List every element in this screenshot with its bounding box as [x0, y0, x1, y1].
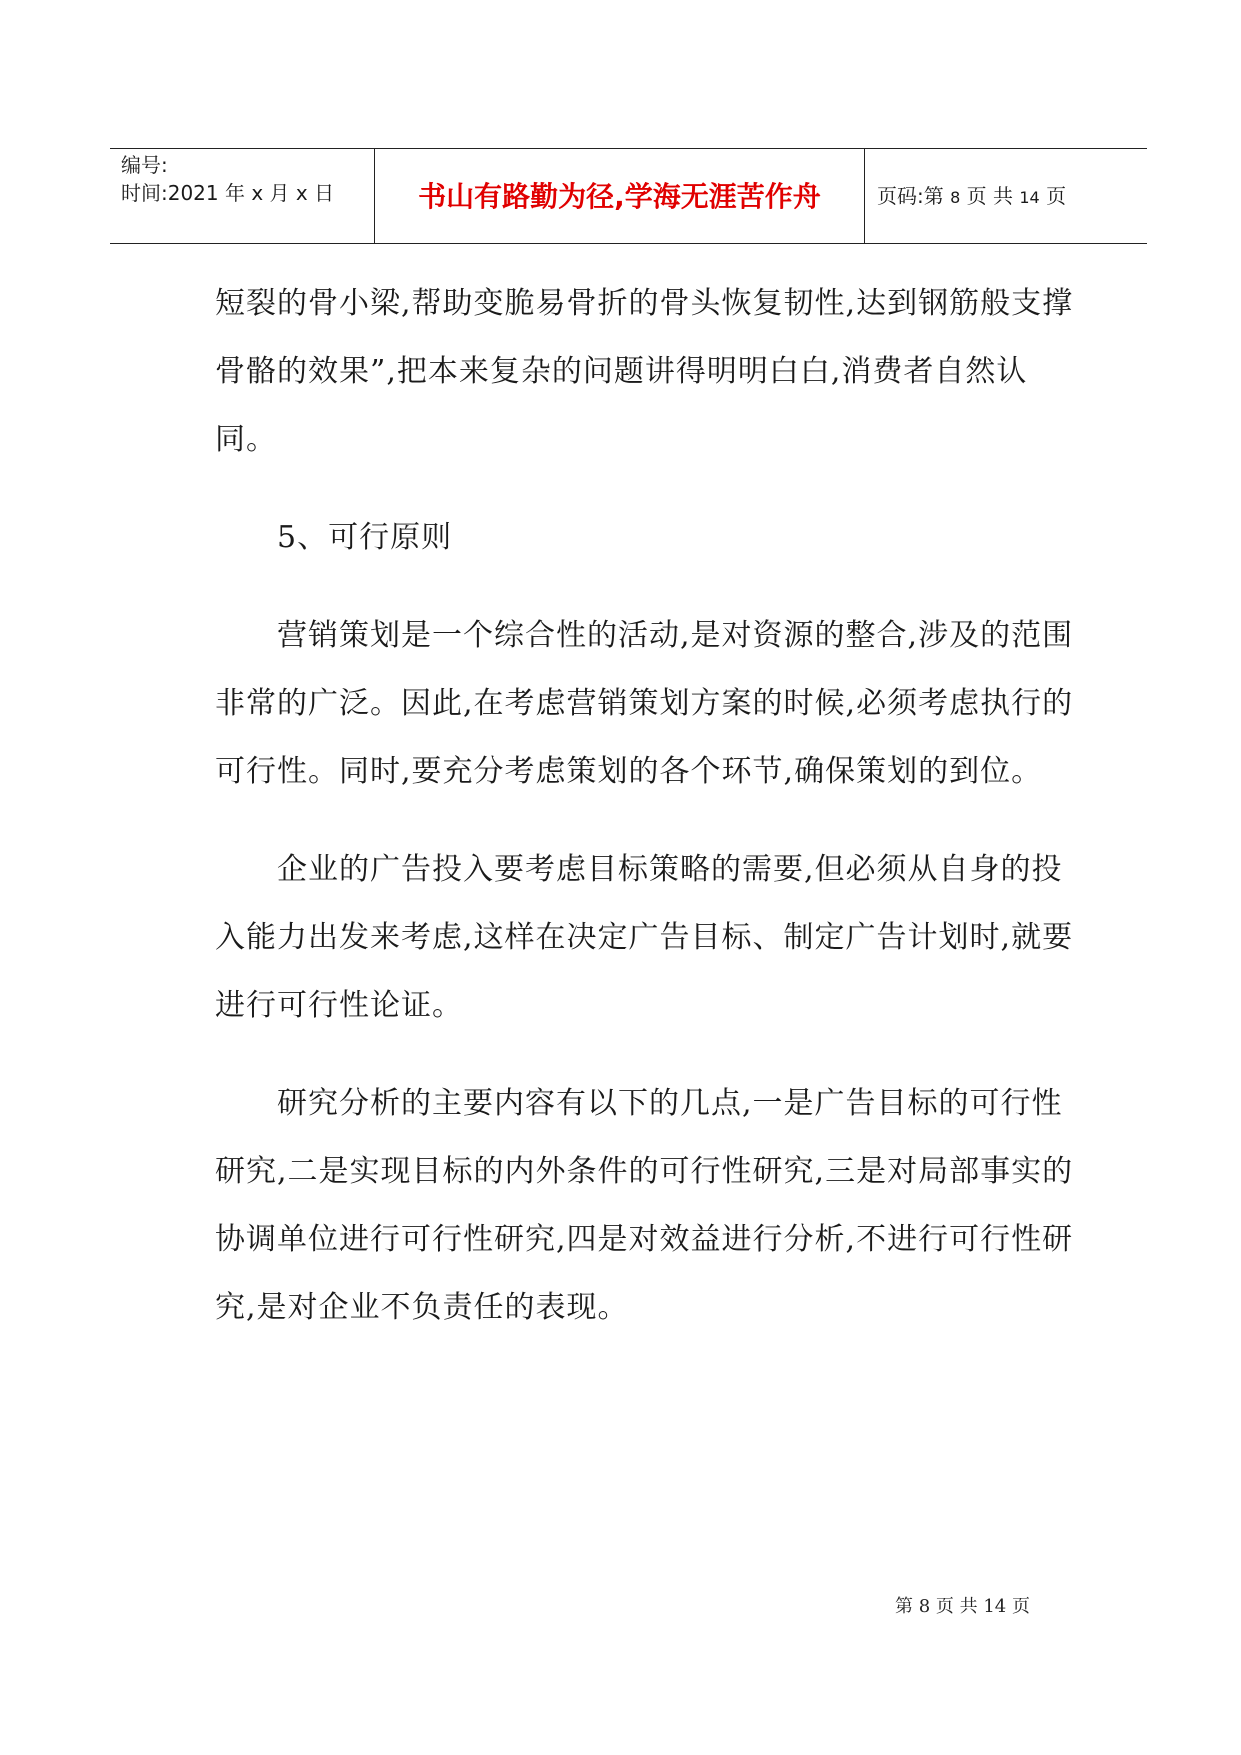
paragraph-3: 企业的广告投入要考虑目标策略的需要,但必须从自身的投入能力出发来考虑,这样在决定广告目标、制定广告计划时,就要进行可行性论证。 [215, 852, 1074, 1023]
header-meta-cell [110, 149, 375, 243]
paragraph-2: 营销策划是一个综合性的活动,是对资源的整合,涉及的范围非常的广泛。因此,在考虑营销策划方案的时候,必须考虑执行的可行性。同时,要充分考虑策划的各个环节,确保策划的到位。 [215, 618, 1074, 789]
page-info [877, 183, 1066, 211]
page-current: 8 [950, 188, 961, 207]
document-body [215, 270, 1075, 1342]
time-label: 时间:2021 年 x 月 x 日 [121, 181, 335, 205]
paragraph-1: 短裂的骨小梁,帮助变脆易骨折的骨头恢复韧性,达到钢筋般支撑骨骼的效果”,把本来复杂的问题讲得明明白白,消费者自然认同。 [215, 286, 1074, 457]
document-header [110, 148, 1147, 244]
section-heading-5: 5、可行原则 [277, 520, 453, 555]
page-footer: 第 8 页 共 14 页 [895, 1596, 1030, 1617]
page-prefix: 页码:第 [877, 184, 944, 208]
paragraph-4: 研究分析的主要内容有以下的几点,一是广告目标的可行性研究,二是实现目标的内外条件的可行性研究,三是对局部事实的协调单位进行可行性研究,四是对效益进行分析,不进行可行性研究,是对企业不负责任的表现。 [215, 1086, 1074, 1325]
page-suffix: 页 [1046, 184, 1067, 208]
header-motto-cell [375, 149, 865, 243]
number-label: 编号: [121, 153, 168, 177]
page-total: 14 [1019, 188, 1040, 207]
header-page-cell [865, 149, 1147, 243]
motto: 书山有路勤为径,学海无涯苦作舟 [418, 180, 821, 213]
page-mid: 页 共 [966, 184, 1014, 208]
